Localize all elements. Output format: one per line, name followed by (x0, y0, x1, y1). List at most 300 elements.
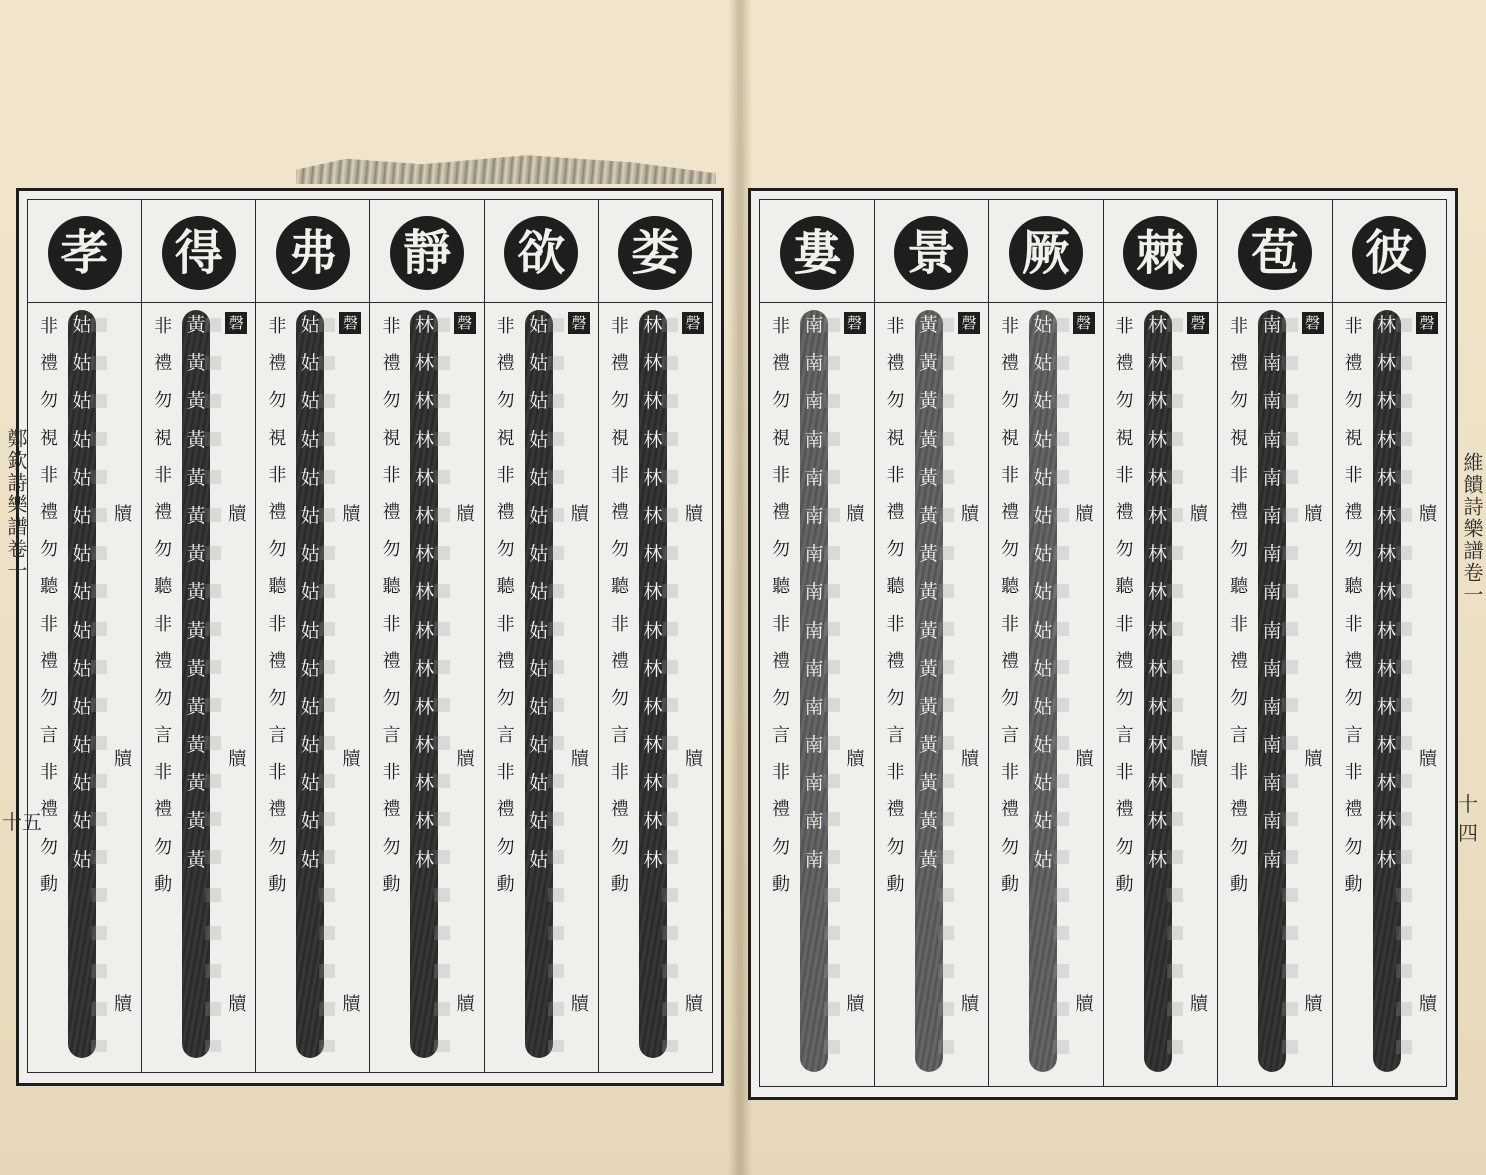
lyric-column (1226, 318, 1252, 894)
pitch-character: 林 (1147, 848, 1167, 871)
lyric-character: 禮 (886, 799, 905, 821)
lyric-character: 禮 (154, 353, 173, 375)
pitch-character: 黃 (918, 848, 938, 871)
lyric-character: 禮 (886, 650, 905, 672)
lyric-column (607, 318, 633, 894)
pitch-character: 南 (1262, 314, 1282, 336)
annotation-character: 牘 (1304, 504, 1323, 525)
lyric-character: 禮 (1344, 799, 1363, 821)
pitch-character: 林 (414, 466, 434, 489)
lyric-character: 禮 (382, 353, 401, 375)
pitch-character: 南 (1262, 734, 1282, 757)
pitch-character: 南 (1262, 619, 1282, 642)
pitch-character: 林 (643, 390, 663, 413)
chime-label-badge: 磬 (454, 312, 476, 334)
right-page-number: 十四 (1458, 792, 1478, 845)
lyric-character: 勿 (1230, 836, 1248, 858)
pitch-character: 南 (804, 810, 824, 833)
title-character-medallion: 弗 (276, 216, 350, 290)
lyric-character: 言 (154, 725, 173, 747)
pitch-character: 林 (414, 352, 434, 375)
lyric-character: 禮 (382, 650, 401, 672)
lyric-character: 動 (1230, 873, 1248, 895)
lyric-character: 禮 (886, 501, 905, 523)
pitch-character: 南 (804, 466, 824, 489)
pitch-character: 姑 (1033, 504, 1053, 527)
lyric-character: 聽 (154, 576, 173, 598)
left-score-columns (28, 200, 712, 1072)
lyric-character: 非 (382, 762, 401, 784)
lyric-character: 勿 (39, 539, 58, 561)
pitch-character: 姑 (300, 428, 320, 451)
left-score-frame (16, 188, 724, 1086)
lyric-character: 非 (1001, 464, 1019, 486)
annotation-character: 牘 (846, 994, 865, 1015)
column-divider (370, 302, 483, 303)
pitch-character: 林 (414, 695, 434, 718)
pitch-character: 林 (643, 810, 663, 833)
lyric-character: 勿 (496, 390, 515, 412)
annotation-character: 牘 (685, 749, 703, 770)
pitch-character: 姑 (1033, 695, 1053, 718)
pitch-character: 黃 (918, 695, 938, 718)
chime-label-badge: 磬 (225, 312, 247, 334)
pitch-character: 林 (414, 504, 434, 527)
pitch-character: 姑 (529, 352, 549, 375)
pitch-character: 南 (1262, 848, 1282, 871)
lyric-character: 非 (1344, 316, 1363, 337)
lyric-character: 禮 (1344, 501, 1363, 523)
lyric-character: 非 (886, 316, 905, 337)
lyric-character: 聽 (772, 576, 790, 598)
pitch-character: 姑 (300, 314, 320, 336)
annotation-character: 牘 (1419, 504, 1437, 525)
lyric-character: 非 (1001, 316, 1019, 337)
lyric-column (378, 318, 404, 894)
lyric-character: 非 (772, 316, 790, 337)
lyric-character: 禮 (1001, 799, 1019, 821)
pitch-character: 南 (804, 314, 824, 336)
lyric-column (264, 318, 290, 894)
lyric-character: 禮 (268, 799, 287, 821)
lyric-character: 禮 (1115, 353, 1134, 375)
lyric-character: 勿 (382, 539, 401, 561)
lyric-character: 聽 (610, 576, 629, 598)
pitch-character: 南 (1262, 772, 1282, 795)
lyric-character: 勿 (496, 687, 515, 709)
pitch-character: 林 (1376, 734, 1396, 757)
title-character-medallion: 娄 (618, 216, 692, 290)
pitch-character: 林 (1376, 352, 1396, 375)
lyric-character: 禮 (154, 799, 173, 821)
chime-label-badge: 磬 (1187, 312, 1209, 334)
pitch-character: 林 (643, 581, 663, 604)
annotation-character: 牘 (114, 749, 133, 770)
lyric-character: 言 (382, 725, 401, 747)
pitch-character: 姑 (300, 352, 320, 375)
pitch-character: 林 (1147, 581, 1167, 604)
title-character-medallion: 棘 (1123, 216, 1197, 290)
pitch-character: 林 (1376, 581, 1396, 604)
pitch-character: 黃 (918, 619, 938, 642)
lyric-character: 視 (154, 427, 173, 449)
pitch-character: 姑 (1033, 428, 1053, 451)
lyric-character: 禮 (268, 650, 287, 672)
pitch-character: 姑 (72, 734, 92, 757)
lyric-character: 非 (39, 316, 58, 337)
lyric-character: 視 (1001, 427, 1019, 449)
lyric-column (493, 318, 519, 894)
left-margin-title: 鄭欽詩樂譜卷一 (4, 428, 28, 582)
lyric-column (1341, 318, 1367, 894)
pitch-character: 姑 (300, 772, 320, 795)
lyric-character: 禮 (1001, 353, 1019, 375)
pitch-character: 林 (1376, 810, 1396, 833)
column-divider (599, 302, 712, 303)
right-score-frame (748, 188, 1458, 1100)
pitch-character: 南 (804, 695, 824, 718)
pitch-character: 姑 (72, 352, 92, 375)
pitch-character: 林 (643, 466, 663, 489)
lyric-character: 言 (1344, 725, 1363, 747)
pitch-character: 黃 (186, 810, 206, 833)
lyric-character: 動 (382, 873, 401, 895)
chime-label-badge: 磬 (844, 312, 866, 334)
lyric-character: 勿 (154, 539, 173, 561)
chime-label-badge: 磬 (568, 312, 590, 334)
lyric-character: 勿 (1230, 539, 1248, 561)
lyric-character: 非 (886, 613, 905, 635)
annotation-character: 牘 (1075, 504, 1094, 525)
pitch-character: 黃 (918, 428, 938, 451)
pitch-character: 姑 (1033, 390, 1053, 413)
lyric-character: 勿 (496, 539, 515, 561)
pitch-character: 林 (1147, 390, 1167, 413)
lyric-character: 禮 (39, 799, 58, 821)
pitch-character: 林 (643, 543, 663, 566)
pitch-character: 林 (643, 619, 663, 642)
lyric-character: 勿 (610, 390, 629, 412)
lyric-character: 動 (610, 873, 629, 895)
lyric-character: 非 (496, 316, 515, 337)
lyric-character: 禮 (1344, 650, 1363, 672)
lyric-character: 非 (772, 464, 790, 486)
lyric-character: 視 (496, 427, 515, 449)
lyric-character: 禮 (268, 353, 287, 375)
annotation-character: 牘 (846, 749, 865, 770)
pitch-character: 南 (804, 504, 824, 527)
lyric-character: 非 (382, 316, 401, 337)
score-column (1103, 200, 1218, 1086)
pitch-character: 姑 (72, 428, 92, 451)
pitch-character: 姑 (529, 657, 549, 680)
score-column (28, 200, 141, 1072)
pitch-character: 姑 (529, 543, 549, 566)
lyric-character: 動 (886, 873, 905, 895)
title-character-medallion: 靜 (390, 216, 464, 290)
lyric-character: 禮 (496, 799, 515, 821)
lyric-character: 勿 (154, 390, 173, 412)
pitch-character: 姑 (529, 428, 549, 451)
lyric-character: 勿 (610, 539, 629, 561)
pitch-character: 姑 (529, 581, 549, 604)
pitch-character: 林 (1147, 428, 1167, 451)
lyric-character: 視 (772, 427, 790, 449)
lyric-character: 動 (1001, 873, 1019, 895)
lyric-character: 視 (39, 427, 58, 449)
pitch-character: 黃 (186, 390, 206, 413)
annotation-character: 牘 (114, 504, 133, 525)
column-divider (142, 302, 255, 303)
lyric-character: 非 (268, 613, 287, 635)
pitch-character: 林 (643, 428, 663, 451)
pitch-character: 黃 (918, 543, 938, 566)
lyric-character: 禮 (772, 353, 790, 375)
lyric-character: 非 (886, 762, 905, 784)
lyric-character: 勿 (886, 390, 905, 412)
pitch-character: 南 (1262, 657, 1282, 680)
lyric-character: 勿 (268, 687, 287, 709)
lyric-character: 言 (268, 725, 287, 747)
pitch-character: 南 (1262, 428, 1282, 451)
lyric-character: 非 (1115, 762, 1134, 784)
score-column (760, 200, 874, 1086)
title-character-medallion: 厥 (1009, 216, 1083, 290)
annotation-character: 牘 (1190, 504, 1208, 525)
show-through-text (319, 318, 335, 1052)
pitch-character: 姑 (1033, 810, 1053, 833)
pitch-character: 林 (414, 734, 434, 757)
pitch-character: 林 (1376, 466, 1396, 489)
column-divider (28, 302, 141, 303)
pitch-character: 林 (1376, 390, 1396, 413)
lyric-character: 非 (1230, 613, 1248, 635)
pitch-character: 黃 (186, 504, 206, 527)
pitch-character: 姑 (300, 390, 320, 413)
lyric-character: 勿 (1001, 836, 1019, 858)
annotation-character: 牘 (846, 504, 865, 525)
pitch-character: 姑 (529, 695, 549, 718)
pitch-character: 姑 (72, 810, 92, 833)
pitch-character: 姑 (300, 848, 320, 871)
lyric-character: 言 (1230, 725, 1248, 747)
show-through-text (1167, 318, 1183, 1066)
pitch-character: 林 (414, 543, 434, 566)
right-margin-title: 維饋詩樂譜卷一 (1460, 452, 1484, 606)
lyric-character: 勿 (1230, 390, 1248, 412)
pitch-character: 黃 (186, 848, 206, 871)
lyric-character: 禮 (1001, 501, 1019, 523)
lyric-character: 勿 (772, 539, 790, 561)
lyric-character: 視 (1115, 427, 1134, 449)
pitch-character: 姑 (1033, 581, 1053, 604)
column-divider (1104, 302, 1218, 303)
lyric-character: 禮 (1230, 501, 1248, 523)
pitch-character: 南 (1262, 504, 1282, 527)
lyric-column (997, 318, 1023, 894)
lyric-character: 非 (1344, 762, 1363, 784)
lyric-character: 禮 (886, 353, 905, 375)
lyric-character: 非 (268, 316, 287, 337)
lyric-character: 非 (496, 613, 515, 635)
pitch-character: 林 (1147, 810, 1167, 833)
show-through-text (205, 318, 221, 1052)
lyric-character: 勿 (1001, 687, 1019, 709)
pitch-character: 黃 (918, 390, 938, 413)
pitch-character: 姑 (529, 619, 549, 642)
lyric-character: 非 (382, 464, 401, 486)
pitch-character: 姑 (1033, 772, 1053, 795)
pitch-character: 林 (1147, 734, 1167, 757)
pitch-character: 南 (1262, 695, 1282, 718)
title-character-medallion: 苞 (1238, 216, 1312, 290)
lyric-character: 言 (772, 725, 790, 747)
lyric-character: 禮 (610, 650, 629, 672)
annotation-character: 牘 (228, 749, 247, 770)
pitch-character: 林 (1147, 504, 1167, 527)
lyric-character: 言 (496, 725, 515, 747)
show-through-text (1396, 318, 1412, 1066)
pitch-character: 南 (804, 848, 824, 871)
annotation-character: 牘 (342, 994, 361, 1015)
lyric-character: 聽 (1230, 576, 1248, 598)
annotation-character: 牘 (342, 504, 361, 525)
chime-label-badge: 磬 (1302, 312, 1324, 334)
lyric-character: 聽 (886, 576, 905, 598)
pitch-character: 林 (414, 428, 434, 451)
pitch-character: 姑 (1033, 543, 1053, 566)
title-character-medallion: 孝 (48, 216, 122, 290)
show-through-text (824, 318, 840, 1066)
lyric-character: 言 (39, 725, 58, 747)
score-column (874, 200, 989, 1086)
lyric-character: 勿 (1001, 390, 1019, 412)
lyric-character: 動 (268, 873, 287, 895)
show-through-text (91, 318, 107, 1052)
title-character-medallion: 婁 (780, 216, 854, 290)
annotation-character: 牘 (570, 749, 589, 770)
lyric-character: 禮 (1230, 353, 1248, 375)
lyric-character: 動 (1115, 873, 1134, 895)
lyric-character: 勿 (1344, 687, 1363, 709)
lyric-character: 非 (610, 762, 629, 784)
lyric-character: 勿 (886, 539, 905, 561)
pitch-character: 姑 (529, 466, 549, 489)
annotation-character: 牘 (1304, 994, 1323, 1015)
pitch-character: 黃 (186, 543, 206, 566)
column-divider (1333, 302, 1447, 303)
pitch-character: 林 (1376, 772, 1396, 795)
pitch-character: 林 (414, 619, 434, 642)
pitch-character: 姑 (1033, 352, 1053, 375)
pitch-character: 黃 (918, 734, 938, 757)
pitch-character: 林 (1147, 352, 1167, 375)
lyric-character: 非 (39, 613, 58, 635)
left-page-number: 十五 (2, 810, 42, 834)
pitch-character: 姑 (1033, 848, 1053, 871)
lyric-character: 非 (268, 464, 287, 486)
lyric-character: 動 (1344, 873, 1363, 895)
lyric-character: 非 (154, 316, 173, 337)
lyric-character: 禮 (382, 501, 401, 523)
show-through-text (662, 318, 678, 1052)
pitch-character: 南 (804, 390, 824, 413)
column-divider (485, 302, 598, 303)
pitch-character: 林 (643, 772, 663, 795)
lyric-character: 非 (610, 613, 629, 635)
lyric-column (150, 318, 176, 894)
pitch-character: 南 (804, 581, 824, 604)
lyric-character: 非 (1230, 762, 1248, 784)
pitch-character: 黃 (918, 581, 938, 604)
show-through-text (1053, 318, 1069, 1066)
lyric-character: 聽 (39, 576, 58, 598)
lyric-character: 聽 (496, 576, 515, 598)
lyric-character: 聽 (382, 576, 401, 598)
show-through-text (1282, 318, 1298, 1066)
pitch-character: 林 (1376, 695, 1396, 718)
pitch-character: 林 (643, 848, 663, 871)
title-character-medallion: 欲 (504, 216, 578, 290)
pitch-character: 黃 (918, 504, 938, 527)
lyric-character: 勿 (496, 836, 515, 858)
pitch-character: 南 (1262, 352, 1282, 375)
pitch-character: 南 (1262, 390, 1282, 413)
lyric-character: 非 (886, 464, 905, 486)
lyric-character: 勿 (772, 836, 790, 858)
pitch-character: 黃 (918, 466, 938, 489)
pitch-character: 姑 (72, 390, 92, 413)
pitch-character: 姑 (529, 772, 549, 795)
lyric-character: 勿 (268, 390, 287, 412)
pitch-character: 姑 (300, 466, 320, 489)
lyric-character: 視 (886, 427, 905, 449)
pitch-character: 黃 (186, 581, 206, 604)
pitch-character: 林 (1147, 314, 1167, 336)
lyric-character: 非 (154, 464, 173, 486)
chime-label-badge: 磬 (339, 312, 361, 334)
column-divider (1218, 302, 1332, 303)
annotation-character: 牘 (685, 994, 703, 1015)
pitch-character: 林 (643, 314, 663, 336)
pitch-character: 林 (414, 581, 434, 604)
lyric-character: 勿 (1001, 539, 1019, 561)
pitch-character: 姑 (300, 810, 320, 833)
score-column (598, 200, 712, 1072)
lyric-character: 勿 (1344, 390, 1363, 412)
lyric-character: 視 (382, 427, 401, 449)
annotation-character: 牘 (685, 504, 703, 525)
pitch-character: 林 (1147, 657, 1167, 680)
lyric-character: 禮 (1115, 799, 1134, 821)
lyric-character: 勿 (268, 836, 287, 858)
pitch-character: 林 (1147, 619, 1167, 642)
lyric-character: 禮 (39, 501, 58, 523)
lyric-character: 言 (1115, 725, 1134, 747)
lyric-character: 言 (610, 725, 629, 747)
pitch-character: 南 (804, 619, 824, 642)
lyric-character: 聽 (1344, 576, 1363, 598)
pitch-character: 林 (1376, 657, 1396, 680)
lyric-character: 非 (1001, 762, 1019, 784)
lyric-character: 禮 (496, 501, 515, 523)
lyric-character: 非 (1001, 613, 1019, 635)
lyric-character: 動 (496, 873, 515, 895)
lyric-character: 聽 (1115, 576, 1134, 598)
pitch-character: 黃 (186, 734, 206, 757)
lyric-character: 禮 (610, 799, 629, 821)
score-column (484, 200, 598, 1072)
